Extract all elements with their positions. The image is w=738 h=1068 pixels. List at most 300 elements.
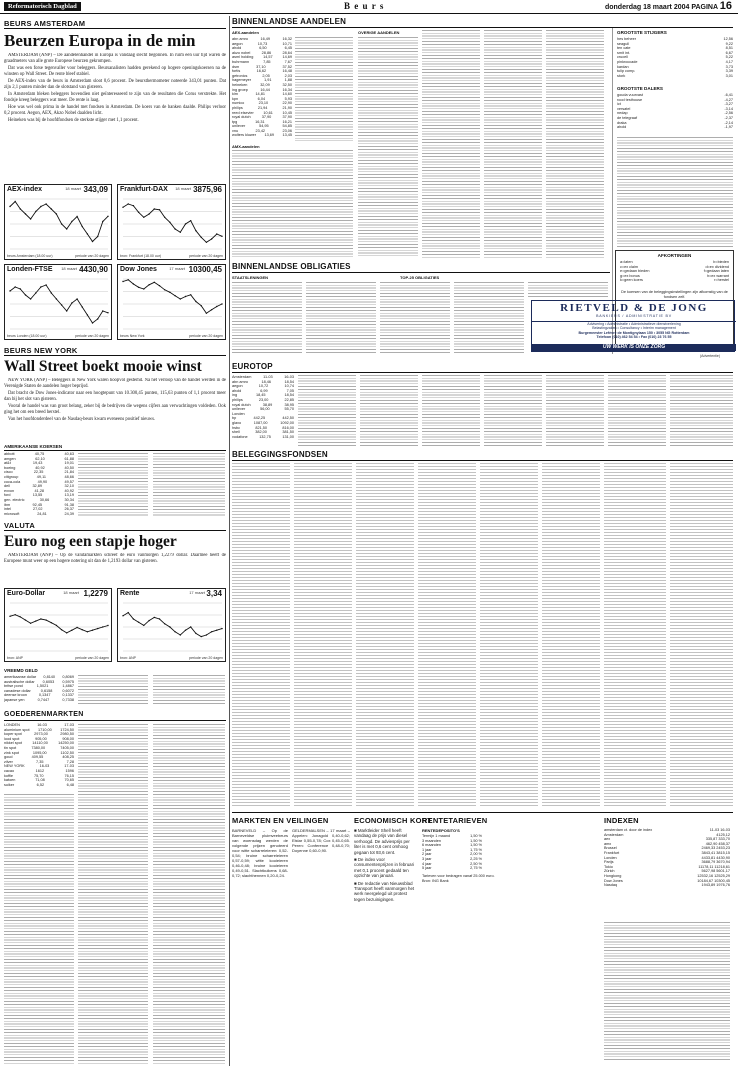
table-cell: 2,03 [284, 73, 292, 78]
chart-value: 3875,96 [193, 185, 222, 194]
table-cell: Zürich [604, 869, 615, 874]
afkortingen-note: De koersen van de beleggingsinstellingen zijn afkomstig van de fondsen zelf. [621, 290, 728, 299]
data-point [25, 619, 26, 620]
table-cell: 37,90 [282, 115, 292, 120]
data-point [107, 312, 108, 313]
chart-title: Londen-FTSE [7, 266, 53, 273]
table-cell: 821,50 [255, 425, 268, 430]
fine-print-column [360, 375, 418, 447]
rente-title: RENTETARIEVEN [422, 816, 488, 825]
ad-body [532, 322, 736, 340]
article-paragraph: AMSTERDAM (ANP) – De aandelenhandel in Europa is vandaag slecht begonnen. In ruim een uur tijd waren de graadmeters van alle grote Europese beurzen gekrompen. [4, 53, 226, 64]
table-row [232, 435, 294, 440]
table-cell: 3 jaar [422, 856, 432, 861]
table-cell: 55,70 [284, 407, 294, 412]
dalers-table [617, 93, 733, 133]
table-cell: 71,08 [35, 778, 45, 783]
table-cell: 7,35 [36, 759, 44, 764]
data-point [97, 236, 98, 237]
markten-text-col1: BARNEVELD – Op de Barneveldse pluimveebeurs van woensdag werden de volgende prijzen genoteerd voor witte scharreleieren: 0,52-0,54; bruine scharreleieren 0,57-0,59; witte kooieieren 0,46-0,48; bruine kooieieren 0,49-0,51. Slachtkuikens 0,68-0,72; slachthennen 0,20-0,24. [232, 828, 288, 878]
data-point [107, 625, 108, 626]
fondsen-title: BELEGGINGSFONDSEN [232, 450, 328, 459]
data-point [221, 236, 222, 237]
data-point [45, 284, 46, 285]
data-point [128, 612, 129, 613]
kicker-rule [4, 720, 226, 721]
table-cell: aluminium spot [4, 727, 30, 732]
table-cell: e=gedaan bieden [620, 269, 650, 274]
data-point [154, 617, 155, 618]
dax-chart [117, 184, 226, 260]
table-cell: aegon [232, 41, 243, 46]
fine-print-column [418, 463, 476, 806]
chart-title: Euro-Dollar [7, 590, 46, 597]
table-cell: 409,55 [31, 755, 44, 760]
table-cell: 2,50 % [470, 861, 482, 866]
data-point [148, 213, 149, 214]
ad-services: Advisering • Administratie • Administratieve dienstverlening [587, 322, 681, 326]
chart-source: beurs Amsterdam (18.00 uur) [7, 254, 53, 258]
amsterdam-article [4, 53, 226, 181]
table-cell: 7,67 [284, 59, 292, 64]
data-point [92, 322, 93, 323]
table-cell: ahold [232, 46, 242, 51]
table-cell: Londen [604, 855, 617, 860]
data-point [190, 626, 191, 627]
series-line [10, 615, 108, 633]
data-point [56, 625, 57, 626]
table-cell: 37,52 [282, 64, 292, 69]
fine-print-column [484, 30, 542, 258]
table-cell: 1,91 [264, 78, 272, 83]
table-cell: 442,25 [253, 416, 266, 421]
table-cell: LONDEN [4, 723, 20, 727]
ftse-chart [4, 264, 112, 340]
data-point [30, 623, 31, 624]
chart-value: 4430,90 [79, 265, 108, 274]
ftse-plot [7, 276, 111, 332]
goederen-table [4, 723, 74, 791]
table-cell: dell [4, 484, 10, 489]
data-point [216, 630, 217, 631]
table-cell: -3,27 [724, 102, 733, 107]
date-label: donderdag 18 maart 2004 PAGINA [604, 4, 718, 11]
table-cell: 92,45 [32, 502, 43, 507]
table-cell: 70,65 [64, 778, 74, 783]
table-cell: 16,48 [282, 69, 292, 74]
dowjones-plot [120, 276, 225, 332]
page-number: 16 [719, 0, 732, 12]
table-cell: amerikaanse dollar [4, 675, 37, 679]
ad-address: Burgemeester Lefèvre de Montignylaan 150 • 3055 NG Rotterdam [578, 330, 690, 335]
kicker-rule [4, 355, 226, 356]
table-cell: 462,90 458,37 [705, 841, 730, 846]
table-row [4, 783, 74, 788]
valuta-headline: Euro nog een stapje hoger [4, 533, 177, 550]
table-cell: f=gedaan laten [703, 269, 729, 274]
ad-company-sub: BANKIERS / ADMINISTRATIE BV [596, 314, 672, 318]
table-cell: 1724,50 [60, 727, 74, 732]
table-cell: 10,72 [258, 384, 269, 389]
table-cell: 12,56 [723, 37, 733, 41]
table-cell: philips [232, 397, 243, 402]
table-cell: 27,02 [32, 507, 43, 512]
data-point [128, 279, 129, 280]
amsterdam-headline: Beurzen Europa in de min [4, 31, 196, 50]
data-point [40, 618, 41, 619]
table-cell: crucell [617, 55, 628, 60]
data-point [133, 205, 134, 206]
data-point [61, 304, 62, 305]
table-cell: cisco [4, 470, 13, 475]
table-cell: 7,28 [66, 759, 74, 764]
fine-print-column [484, 375, 542, 447]
data-point [195, 633, 196, 634]
eurotop-title: EUROTOP [232, 362, 273, 371]
eurotop-table [232, 375, 294, 447]
data-point [185, 223, 186, 224]
fine-print-column [422, 375, 480, 447]
data-point [107, 216, 108, 217]
table-cell: 18,54 [284, 393, 294, 398]
table-cell: 24,81 [37, 511, 47, 516]
table-cell: 6,52 [36, 782, 45, 787]
table-cell: 56,00 [260, 407, 270, 412]
table-cell: 22,85 [284, 397, 294, 402]
chart-title: AEX-index [7, 186, 43, 193]
table-cell: 1,50 % [470, 834, 482, 838]
data-point [97, 318, 98, 319]
table-cell: g=ex bonus [620, 273, 640, 278]
table-cell: 32,10 [64, 484, 74, 489]
table-cell: 5 jaar [422, 866, 432, 871]
data-point [180, 634, 181, 635]
table-cell: 10,73 [257, 41, 268, 46]
table-cell: 442,50 [282, 416, 294, 421]
data-point [9, 616, 10, 617]
data-point [40, 286, 41, 287]
ad-company-name: RIETVELD & DE JONG [560, 302, 708, 314]
table-cell: 16,62 [256, 69, 267, 74]
data-point [15, 286, 16, 287]
table-cell: ing groep [232, 87, 248, 92]
data-point [25, 294, 26, 295]
data-point [61, 223, 62, 224]
table-cell: 6 maanden [422, 843, 441, 848]
data-point [169, 222, 170, 223]
table-cell: 2 jaar [422, 852, 432, 857]
fine-print-column [670, 463, 733, 806]
table-cell: 16,34 [282, 87, 292, 92]
table-cell: 14,57 [263, 55, 273, 60]
table-cell: 30,66 [39, 497, 50, 502]
markten-text-col2: GELDERMALSEN – 17 maart – Appelen: Jonagold 0,40-0,62; Elstar 0,55-0,78; Cox 0,45-0,65. Peren: Conference 0,48-0,70; Doyenne 0,60-0,90. [292, 828, 350, 853]
table-cell: 49,11 [36, 474, 47, 479]
table-cell: 40,50 [64, 465, 74, 470]
table-cell: kpn [232, 96, 239, 101]
data-point [45, 203, 46, 204]
data-point [20, 616, 21, 617]
data-point [216, 306, 217, 307]
markten-title: MARKTEN EN VEILINGEN [232, 816, 329, 825]
table-cell: 40,92 [35, 465, 45, 470]
data-point [56, 298, 57, 299]
aex-chart [4, 184, 112, 260]
table-cell: 5,22 [725, 55, 733, 60]
fine-print-column [295, 37, 353, 141]
data-point [15, 614, 16, 615]
table-cell: 91,38 [64, 502, 74, 507]
data-point [221, 303, 222, 304]
table-cell: Dow Jones [604, 878, 623, 883]
section-rule [232, 27, 733, 28]
data-point [174, 631, 175, 632]
table-cell: 10,61 [263, 110, 273, 115]
data-point [66, 632, 67, 633]
table-cell: 1,50 % [470, 843, 482, 848]
chart-date: 17 maart [189, 590, 205, 595]
table-cell: 75,70 [33, 773, 44, 778]
table-cell: b=bieden [713, 260, 729, 264]
dax-plot [120, 196, 225, 252]
table-cell: 28,86 [261, 50, 272, 55]
chart-date: 17 maart [169, 266, 185, 271]
chart-title: Dow Jones [120, 266, 157, 273]
table-cell: 6,48 [66, 782, 74, 787]
table-cell: draka [617, 120, 627, 125]
table-cell: 32,09 [260, 82, 270, 87]
data-point [216, 233, 217, 234]
fine-print-column [356, 463, 414, 806]
table-cell: Parijs [604, 860, 614, 865]
table-cell: 0,7447 [37, 697, 50, 702]
table-cell: zilver [4, 759, 13, 764]
table-cell: 1612 [35, 768, 45, 773]
table-cell: 7380,00 [31, 745, 46, 750]
fine-print-column [604, 463, 666, 806]
table-cell: goud [4, 755, 13, 760]
data-point [138, 287, 139, 288]
table-cell: ict [617, 102, 621, 107]
table-cell: microsoft [4, 511, 20, 516]
table-cell: unilever [232, 407, 246, 412]
data-point [143, 217, 144, 218]
data-point [201, 237, 202, 238]
data-point [30, 218, 31, 219]
table-cell: 2980,50 [60, 732, 74, 737]
data-point [180, 232, 181, 233]
table-cell: 0,8069 [62, 675, 74, 679]
series-line [123, 613, 222, 637]
table-cell: amsterdam ct. door de index [604, 828, 653, 832]
data-point [221, 628, 222, 629]
table-cell: ten cate [617, 46, 631, 51]
newyork-kicker: BEURS NEW YORK [4, 346, 78, 355]
data-point [190, 220, 191, 221]
data-point [82, 306, 83, 307]
table-cell: getronics [232, 73, 248, 78]
goederen-title: GOEDERENMARKTEN [4, 711, 84, 718]
data-point [174, 228, 175, 229]
chart-source: beurs New York [120, 334, 145, 338]
data-point [76, 216, 77, 217]
data-point [138, 212, 139, 213]
table-cell: rood testhouse [617, 97, 643, 102]
table-cell: heineken [232, 82, 248, 87]
table-cell: de telegraaf [617, 115, 638, 120]
fine-print-column [232, 282, 302, 354]
data-point [45, 619, 46, 620]
table-cell: boeing [4, 465, 16, 470]
fine-print-column [78, 724, 148, 1064]
table-cell: h=ex warrant [706, 273, 729, 278]
table-cell: Termijn 1 maand [422, 834, 451, 838]
data-point [35, 620, 36, 621]
table-cell: 6,50 [259, 46, 267, 51]
table-cell: 1,88 [284, 78, 292, 83]
table-cell: nedap [617, 111, 628, 116]
data-point [82, 629, 83, 630]
dalers-title: GROOTSTE DALERS [617, 86, 663, 91]
table-cell: gen. electric [4, 497, 25, 502]
data-point [56, 213, 57, 214]
data-point [76, 298, 77, 299]
data-point [206, 313, 207, 314]
data-point [87, 233, 88, 234]
table-cell: 14,60 [282, 92, 292, 97]
table-cell: -2,56 [724, 111, 733, 116]
table-cell: citigroup [4, 474, 19, 479]
chart-value: 10300,45 [188, 265, 222, 274]
table-cell: 5,93 [284, 96, 292, 101]
table-cell: lood spot [4, 736, 20, 741]
fine-print-column [294, 463, 352, 806]
amx-subtitle: AMX-aandelen [232, 144, 260, 149]
table-cell: 23,06 [282, 128, 292, 133]
table-cell: k=geen koers [620, 278, 643, 283]
overige-subtitle: OVERIGE AANDELEN [358, 30, 400, 35]
table-cell: 1102,50 [60, 750, 74, 755]
economisch-title: ECONOMISCH KORT [354, 816, 432, 825]
table-cell: 17-03 [64, 723, 74, 727]
table-cell: abn amro [232, 37, 249, 41]
table-cell: 40,92 [64, 488, 74, 493]
masthead [0, 0, 738, 13]
fine-print-column [232, 150, 353, 258]
table-cell: 1,5021 [36, 684, 49, 689]
table-cell: Brussel [604, 846, 617, 851]
table-cell: 12532,16 12525,29 [697, 873, 730, 878]
data-point [206, 242, 207, 243]
table-cell: amx [604, 841, 612, 846]
table-cell: 0,6072 [62, 688, 74, 693]
table-cell: 1710,00 [38, 727, 52, 732]
table-cell: 11-03 [263, 375, 273, 379]
table-cell: dsm [232, 64, 240, 69]
table-cell: hagemeyer [232, 78, 251, 83]
section-rule [232, 272, 610, 273]
data-point [51, 292, 52, 293]
table-cell: 13,69 [264, 133, 275, 138]
economisch-text [354, 828, 416, 1064]
data-point [195, 301, 196, 302]
ad-label: (Advertentie) [700, 354, 721, 358]
article-paragraph: In Amsterdam bleken beleggers bovendien niet geïnteresseerd te zijn van de resultaten die Corus verstrekte. Het fondsje kreeg beleggers wat meer. De rente is laag. [4, 92, 226, 103]
rente-subtitle: RENTEDEPOSITO'S [422, 828, 460, 833]
data-point [87, 314, 88, 315]
table-cell: 16-03 [39, 764, 50, 769]
table-cell: ahold [617, 125, 627, 130]
article-paragraph: Heineken was bij de hoofdfondsen de sterkste stijger met 1,1 procent. [8, 118, 139, 123]
table-cell: 62,10 [35, 456, 45, 461]
table-cell: royal dutch [232, 402, 251, 407]
table-cell: abn amro [232, 379, 249, 384]
table-cell: australische dollar [4, 679, 35, 684]
data-point [35, 211, 36, 212]
chart-date: 18 maart [63, 590, 79, 595]
table-cell: 6,67 [725, 50, 733, 55]
table-cell: abbott [4, 452, 15, 456]
fine-print-column [422, 30, 480, 258]
table-cell: 3843,41 3815,15 [701, 850, 730, 855]
data-point [122, 615, 123, 616]
table-cell: 40,75 [34, 452, 45, 456]
page-date [605, 0, 732, 12]
table-cell: -1,97 [724, 125, 733, 130]
table-cell: 3,01 [725, 73, 733, 78]
table-cell: suiker [4, 782, 15, 787]
table-cell: -4,27 [724, 97, 733, 102]
table-cell: 18,46 [261, 379, 272, 384]
rente-chart [117, 588, 226, 662]
chart-period: periode van 20 dagen [189, 254, 223, 258]
table-cell: Tokio [604, 864, 613, 869]
table-cell: tin spot [4, 745, 17, 750]
kicker-rule [4, 530, 226, 531]
table-cell: koper spot [4, 732, 22, 737]
aex-subtitle: AEX-aandelen [232, 30, 259, 35]
table-cell: seagull [617, 41, 630, 46]
table-cell: canadese dollar [4, 688, 31, 693]
data-point [40, 206, 41, 207]
data-point [159, 209, 160, 210]
table-cell: 132,75 [259, 434, 271, 439]
table-cell: 13,55 [32, 493, 43, 498]
chart-title: Rente [120, 590, 140, 597]
table-rule [4, 450, 226, 451]
table-cell: smit int. [617, 50, 631, 55]
fine-print-column [604, 922, 730, 1062]
table-cell: 54,85 [282, 124, 292, 129]
article-paragraph: De AEX-index van de beurs in Amsterdam sloot 0,6 procent. De beursthermometer noteerde 343,01 punten. Dat zijn 2,1 punten minder dan de slotstand van gisteren. [4, 79, 226, 90]
table-cell: vnu [232, 128, 239, 133]
data-point [190, 294, 191, 295]
amerikaanse-table [4, 452, 74, 518]
table-cell: 23,10 [258, 101, 269, 106]
article-paragraph: Vooral de handel was van groot belang, zeker bij de bedrijven die wegens cijfers aan verwachtingen voldeden. Ook ging het om een breed herstel. [4, 404, 226, 415]
table-cell: shell [232, 430, 240, 435]
fine-print-column [542, 463, 600, 806]
chart-value: 1,2279 [83, 589, 108, 598]
economisch-item: ■ De redactie van Nieuwsblad Transport heeft vanmorgen het werk neergelegd uit protest tegen bezuinigingen. [354, 880, 415, 902]
table-cell: aegon [232, 384, 243, 389]
table-cell: 38,89 [262, 402, 273, 407]
amsterdam-kicker: BEURS AMSTERDAM [4, 19, 86, 28]
table-cell: exxon [4, 488, 15, 493]
newspaper-logo: Reformatorisch Dagblad [4, 2, 81, 11]
section-rule [232, 460, 733, 461]
table-cell: NEW YORK [4, 764, 25, 769]
